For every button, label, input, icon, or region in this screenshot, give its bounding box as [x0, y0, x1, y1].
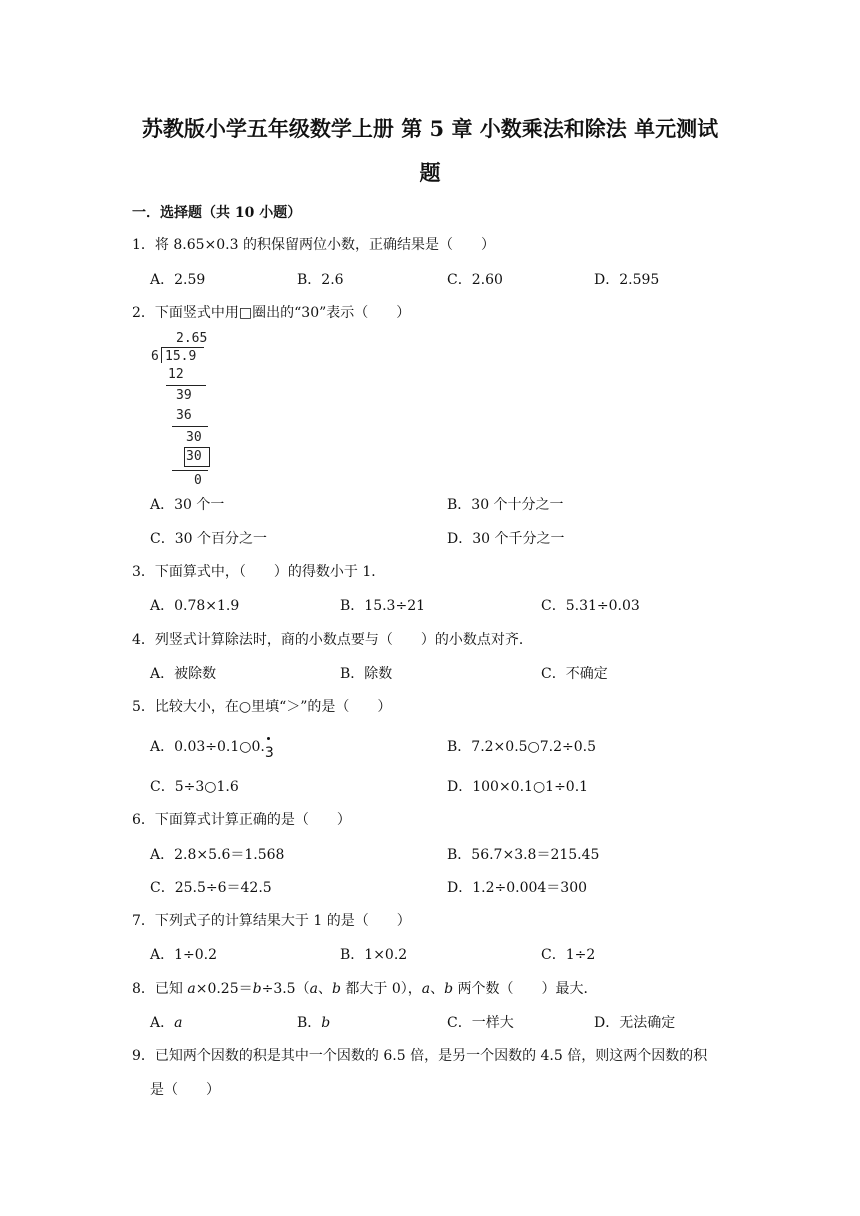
- question-7-option-c: C．1÷2: [541, 947, 596, 963]
- division-step-3: 36: [176, 408, 192, 423]
- question-1-stem: 1．将 8.65×0.3 的积保留两位小数，正确结果是（ ）: [132, 237, 495, 253]
- question-2-stem: 2．下面竖式中用□圈出的“30”表示（ ）: [132, 305, 411, 321]
- division-quotient: 2.65: [176, 331, 208, 346]
- division-step-5-boxed: 30: [186, 449, 202, 464]
- question-5-option-a: [150, 739, 274, 761]
- question-4-option-a: A．被除数: [150, 666, 217, 682]
- question-1-option-a: A．2.59: [150, 272, 206, 288]
- question-5-option-c: C．5÷3○1.6: [150, 779, 239, 795]
- division-step-1: 12: [168, 367, 184, 382]
- question-6-option-c: C．25.5÷6＝42.5: [150, 880, 272, 896]
- question-5-option-d: D．100×0.1○1÷0.1: [447, 779, 589, 795]
- division-remainder: 0: [194, 473, 202, 488]
- question-5-stem: 5．比较大小，在○里填“＞”的是（ ）: [132, 699, 392, 715]
- question-7-option-b: B．1×0.2: [340, 947, 408, 963]
- question-7-option-a: A．1÷0.2: [150, 947, 218, 963]
- division-step-2: 39: [176, 388, 192, 403]
- question-7-stem: 7．下列式子的计算结果大于 1 的是（ ）: [132, 913, 411, 929]
- question-2-option-d: D．30 个千分之一: [447, 531, 565, 547]
- question-4-stem: 4．列竖式计算除法时，商的小数点要与（ ）的小数点对齐．: [132, 632, 533, 648]
- question-5-option-b: B．7.2×0.5○7.2÷0.5: [447, 739, 597, 755]
- question-3-option-a: A．0.78×1.9: [150, 598, 240, 614]
- question-6-option-a: A．2.8×5.6＝1.568: [150, 847, 285, 863]
- question-3-stem: 3．下面算式中，（ ）的得数小于 1．: [132, 564, 386, 580]
- question-2-option-c: C．30 个百分之一: [150, 531, 267, 547]
- question-2-option-b: B．30 个十分之一: [447, 497, 564, 513]
- question-8-stem: 8．已知 a×0.25＝b÷3.5（a、b 都大于 0），a、b 两个数（ ）最大．: [132, 981, 598, 997]
- division-divisor: 6: [151, 349, 159, 364]
- section-heading: 一．选择题（共 10 小题）: [132, 205, 302, 221]
- question-4-option-b: B．除数: [340, 666, 393, 682]
- division-step-4: 30: [186, 430, 202, 445]
- document-title-line1: 苏教版小学五年级数学上册 第 5 章 小数乘法和除法 单元测试: [141, 116, 719, 141]
- question-6-stem: 6．下面算式计算正确的是（ ）: [132, 812, 351, 828]
- question-4-option-c: C．不确定: [541, 666, 608, 682]
- repeating-dot: [267, 737, 270, 740]
- question-6-option-d: D．1.2÷0.004＝300: [447, 880, 588, 896]
- question-9-stem: 9．已知两个因数的积是其中一个因数的 6.5 倍，是另一个因数的 4.5 倍，则这两个因数的积: [132, 1048, 708, 1064]
- question-1-option-d: D．2.595: [594, 272, 660, 288]
- question-6-option-b: B．56.7×3.8＝215.45: [447, 847, 600, 863]
- repeating-decimal-digit: 3: [265, 746, 274, 760]
- document-title-line2: 题: [419, 160, 441, 185]
- question-8-option-b: B．b: [297, 1015, 331, 1031]
- question-8-option-c: C．一样大: [447, 1015, 514, 1031]
- question-8-option-d: D．无法确定: [594, 1015, 676, 1031]
- long-division-figure: [148, 330, 218, 490]
- question-2-option-a: A．30 个一: [150, 497, 225, 513]
- division-dividend: 15.9: [165, 349, 197, 364]
- question-3-option-b: B．15.3÷21: [340, 598, 426, 614]
- question-1-option-c: C．2.60: [447, 272, 503, 288]
- question-8-option-a: A．a: [150, 1015, 183, 1031]
- question-3-option-c: C．5.31÷0.03: [541, 598, 640, 614]
- question-9-stem-continued: 是（ ）: [150, 1082, 220, 1098]
- question-1-option-b: B．2.6: [297, 272, 344, 288]
- question-5-option-a-text: A．0.03÷0.1○0.: [150, 739, 265, 755]
